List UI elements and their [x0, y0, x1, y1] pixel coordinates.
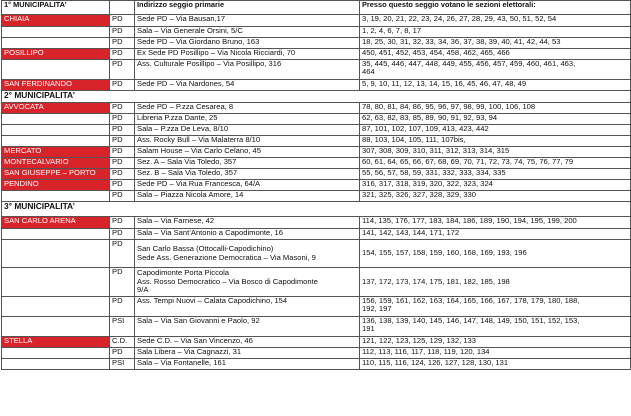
zone-label: SAN CARLO ARENA [4, 216, 76, 225]
zone-cell [2, 38, 110, 49]
sections-cell [360, 337, 631, 348]
zone-cell [2, 191, 110, 202]
zone-cell [2, 268, 110, 297]
party-column-header [110, 1, 135, 15]
zone-cell [2, 240, 110, 268]
seat-line: Salam House – Via Carlo Celano, 45 [137, 146, 261, 155]
table-row [2, 114, 631, 125]
seat-line: Sede Ass. Generazione Democratica – Via Masoni, 9 [137, 252, 316, 262]
sections-column-header: Presso questo seggio votano le sezioni elettorali: [360, 1, 631, 15]
seat-cell [135, 125, 360, 136]
sections-line: 87, 101, 102, 107, 109, 413, 423, 442 [362, 124, 489, 133]
seat-cell [135, 38, 360, 49]
seat-cell [135, 191, 360, 202]
sections-cell [360, 15, 631, 27]
sections-cell [360, 317, 631, 337]
party-cell: PD [110, 217, 135, 229]
sections-line: 60, 61, 64, 65, 66, 67, 68, 69, 70, 71, 72, 73, 74, 75, 76, 77, 79 [362, 157, 574, 166]
sections-line: 321, 325, 326, 327, 328, 329, 330 [362, 190, 477, 199]
zone-cell [2, 103, 110, 114]
party-cell: PD [110, 136, 135, 147]
sections-line: 18, 25, 30, 31, 32, 33, 34, 36, 37, 38, 39, 40, 41, 42, 44, 53 [362, 37, 561, 46]
zone-label: STELLA [4, 336, 33, 345]
sections-line: 3, 19, 20, 21, 22, 23, 24, 26, 27, 28, 29, 43, 50, 51, 52, 54 [362, 14, 557, 23]
zone-cell [2, 114, 110, 125]
party-cell: PD [110, 268, 135, 297]
table-row [2, 27, 631, 38]
table-row [2, 80, 631, 91]
table-row [2, 359, 631, 370]
sections-cell [360, 191, 631, 202]
seat-cell [135, 240, 360, 268]
seat-cell [135, 158, 360, 169]
zone-label: MONTECALVARIO [4, 157, 69, 166]
municipality-heading: 1° MUNICIPALITA’ [2, 1, 110, 15]
table-row [2, 38, 631, 49]
zone-cell [2, 147, 110, 158]
sections-line: 136, 138, 139, 140, 145, 146, 147, 148, 149, 150, 151, 152, 153, [362, 316, 580, 325]
seat-line: San Carlo Bassa (Ottocalli-Capodichino) [137, 244, 274, 254]
party-cell: PD [110, 158, 135, 169]
zone-cell [2, 158, 110, 169]
zone-cell [2, 297, 110, 317]
sections-cell [360, 169, 631, 180]
seat-line: Sede C.D. – Via San Vincenzo, 46 [137, 336, 253, 345]
sections-cell [360, 103, 631, 114]
party-cell: PSI [110, 317, 135, 337]
sections-line: 137, 172, 173, 174, 175, 181, 182, 185, 198 [362, 276, 510, 286]
municipality-row [2, 91, 631, 103]
sections-cell [360, 49, 631, 60]
table-row [2, 136, 631, 147]
sections-line: 316, 317, 318, 319, 320, 322, 323, 324 [362, 179, 493, 188]
table-row [2, 297, 631, 317]
sections-cell [360, 158, 631, 169]
sections-line: 156, 159, 161, 162, 163, 164, 165, 166, 167, 178, 179, 180, 188, [362, 296, 580, 305]
sections-cell [360, 27, 631, 38]
sections-line: 62, 63, 82, 83, 85, 89, 90, 91, 92, 93, 94 [362, 113, 498, 122]
seat-cell [135, 114, 360, 125]
seat-line: Sede PD – Via Rua Francesca, 64/A [137, 179, 261, 188]
party-cell: PD [110, 297, 135, 317]
table-row [2, 169, 631, 180]
seat-line: 9/A [137, 285, 149, 295]
zone-cell [2, 229, 110, 240]
zone-label: SAN FERDINANDO [4, 79, 72, 88]
sections-cell [360, 114, 631, 125]
zone-cell [2, 136, 110, 147]
sections-line: 191 [362, 324, 375, 334]
sections-cell [360, 297, 631, 317]
sections-line: 307, 308, 309, 310, 311, 312, 313, 314, 315 [362, 146, 510, 155]
seat-line: Sala – Piazza Nicola Amore, 14 [137, 190, 244, 199]
party-cell: PD [110, 240, 135, 268]
table-row [2, 60, 631, 80]
seat-line: Sala Libera – Via Cagnazzi, 31 [137, 347, 242, 356]
seat-line: Sez. B – Sala Via Toledo, 357 [137, 168, 238, 177]
seat-line: Sez. A – Sala Via Toledo, 357 [137, 157, 237, 166]
zone-cell [2, 217, 110, 229]
zone-cell [2, 49, 110, 60]
table-row [2, 268, 631, 297]
party-cell: PSI [110, 359, 135, 370]
seat-line: Sala – Via Generale Orsini, 5/C [137, 26, 243, 35]
sections-cell [360, 147, 631, 158]
sections-cell [360, 359, 631, 370]
seat-cell [135, 268, 360, 297]
party-cell: PD [110, 38, 135, 49]
seat-cell [135, 60, 360, 80]
sections-cell [360, 268, 631, 297]
zone-cell [2, 180, 110, 191]
table-row [2, 217, 631, 229]
party-cell: PD [110, 169, 135, 180]
table-row [2, 125, 631, 136]
seat-line: Ass. Tempi Nuovi – Calata Capodichino, 154 [137, 296, 288, 305]
table-row [2, 180, 631, 191]
seat-line: Sala – Via Fontanelle, 161 [137, 358, 226, 367]
municipality-heading: 3° MUNICIPALITA’ [2, 202, 631, 217]
zone-label: MERCATO [4, 146, 42, 155]
sections-line: 1, 2, 4, 6, 7, 8, 17 [362, 26, 422, 35]
party-cell: PD [110, 103, 135, 114]
zone-label: PENDINO [4, 179, 39, 188]
sections-cell [360, 38, 631, 49]
sections-line: 114, 135, 176, 177, 183, 184, 186, 189, 190, 194, 195, 199, 200 [362, 216, 577, 225]
seat-line: Sede PD – Via Bausan,17 [137, 14, 226, 23]
sections-cell [360, 80, 631, 91]
sections-cell [360, 229, 631, 240]
sections-cell [360, 348, 631, 359]
zone-label: POSILLIPO [4, 48, 44, 57]
sections-line: 112, 113, 116, 117, 118, 119, 120, 134 [362, 347, 490, 356]
table-row [2, 147, 631, 158]
sections-cell [360, 60, 631, 80]
party-cell: PD [110, 180, 135, 191]
seat-cell [135, 217, 360, 229]
zone-label: CHIAIA [4, 14, 30, 23]
party-cell: PD [110, 147, 135, 158]
table-row [2, 158, 631, 169]
zone-cell [2, 317, 110, 337]
seat-line: Sede PD – Via Giordano Bruno, 163 [137, 37, 260, 46]
seat-cell [135, 169, 360, 180]
seat-cell [135, 15, 360, 27]
zone-cell [2, 15, 110, 27]
seat-line: Sede PD – P.zza Cesarea, 8 [137, 102, 234, 111]
seat-line: Ass. Rosso Democratico – Via Bosco di Capodimonte [137, 276, 318, 286]
party-cell: PD [110, 125, 135, 136]
party-cell: PD [110, 60, 135, 80]
sections-cell [360, 180, 631, 191]
sections-line: 78, 80, 81, 84, 86, 95, 96, 97, 98, 99, 100, 106, 108 [362, 102, 536, 111]
sections-line: 55, 56, 57, 58, 59, 331, 332, 333, 334, 335 [362, 168, 506, 177]
table-row [2, 317, 631, 337]
party-cell: PD [110, 80, 135, 91]
table-row [2, 240, 631, 268]
table-row [2, 348, 631, 359]
seat-cell [135, 27, 360, 38]
seat-line: Ass. Rocky Bull – Via Malaterra 8/10 [137, 135, 261, 144]
seat-cell [135, 229, 360, 240]
sections-cell [360, 217, 631, 229]
sections-cell [360, 125, 631, 136]
sections-line: 35, 445, 446, 447, 448, 449, 455, 456, 457, 459, 460, 461, 463, [362, 59, 576, 68]
sections-cell [360, 240, 631, 268]
sections-line: 141, 142, 143, 144, 171, 172 [362, 228, 460, 237]
party-cell: PD [110, 348, 135, 359]
table-row [2, 229, 631, 240]
seat-cell [135, 180, 360, 191]
sections-line: 450, 451, 452, 453, 454, 458, 462, 465, 466 [362, 48, 510, 57]
municipality-row [2, 202, 631, 217]
seat-line: Sala – Via San Giovanni e Paolo, 92 [137, 316, 260, 325]
zone-label: AVVOCATA [4, 102, 44, 111]
sections-line: 110, 115, 116, 124, 126, 127, 128, 130, 131 [362, 358, 509, 367]
table-row [2, 337, 631, 348]
seat-line: Ass. Culturale Posillipo – Via Posillipo, 316 [137, 59, 282, 68]
seat-cell [135, 297, 360, 317]
seat-line: Sala – Via Sant’Antonio a Capodimonte, 16 [137, 228, 283, 237]
table-row [2, 15, 631, 27]
seat-cell [135, 317, 360, 337]
party-cell: PD [110, 191, 135, 202]
seat-line: Capodimonte Porta Piccola [137, 268, 230, 278]
seat-line: Sede PD – Via Nardones, 54 [137, 79, 235, 88]
zone-cell [2, 125, 110, 136]
sections-line: 192, 197 [362, 304, 392, 314]
polling-stations-table [1, 0, 631, 370]
seat-cell [135, 359, 360, 370]
party-cell: PD [110, 49, 135, 60]
zone-label: SAN GIUSEPPE – PORTO [4, 168, 96, 177]
seat-cell [135, 147, 360, 158]
seat-cell [135, 49, 360, 60]
sections-line: 464 [362, 67, 375, 77]
zone-cell [2, 60, 110, 80]
seat-line: Ex Sede PD Posillipo – Via Nicola Ricciardi, 70 [137, 48, 296, 57]
sections-line: 5, 9, 10, 11, 12, 13, 14, 15, 16, 45, 46, 47, 48, 49 [362, 79, 527, 88]
zone-cell [2, 359, 110, 370]
party-cell: PD [110, 27, 135, 38]
municipality-heading: 2° MUNICIPALITA’ [2, 91, 631, 103]
sections-line: 88, 103, 104, 105, 111, 107bis, [362, 135, 466, 144]
sections-line: 121, 122, 123, 125, 129, 132, 133 [362, 336, 477, 345]
party-cell: PD [110, 229, 135, 240]
party-cell: C.D. [110, 337, 135, 348]
sections-cell [360, 136, 631, 147]
zone-cell [2, 27, 110, 38]
table-row [2, 49, 631, 60]
zone-cell [2, 80, 110, 91]
seat-cell [135, 103, 360, 114]
seat-line: Sala – P.zza De Leva, 8/10 [137, 124, 229, 133]
seat-column-header: Indirizzo seggio primarie [135, 1, 360, 15]
header-row [2, 1, 631, 15]
zone-cell [2, 337, 110, 348]
party-cell: PD [110, 15, 135, 27]
table-row [2, 103, 631, 114]
zone-cell [2, 169, 110, 180]
seat-cell [135, 136, 360, 147]
table-row [2, 191, 631, 202]
seat-line: Libreria P.zza Dante, 25 [137, 113, 218, 122]
sections-line: 154, 155, 157, 158, 159, 160, 168, 169, 193, 196 [362, 248, 527, 258]
seat-cell [135, 80, 360, 91]
zone-cell [2, 348, 110, 359]
seat-cell [135, 337, 360, 348]
party-cell: PD [110, 114, 135, 125]
seat-line: Sala – Via Farnese, 42 [137, 216, 215, 225]
seat-cell [135, 348, 360, 359]
